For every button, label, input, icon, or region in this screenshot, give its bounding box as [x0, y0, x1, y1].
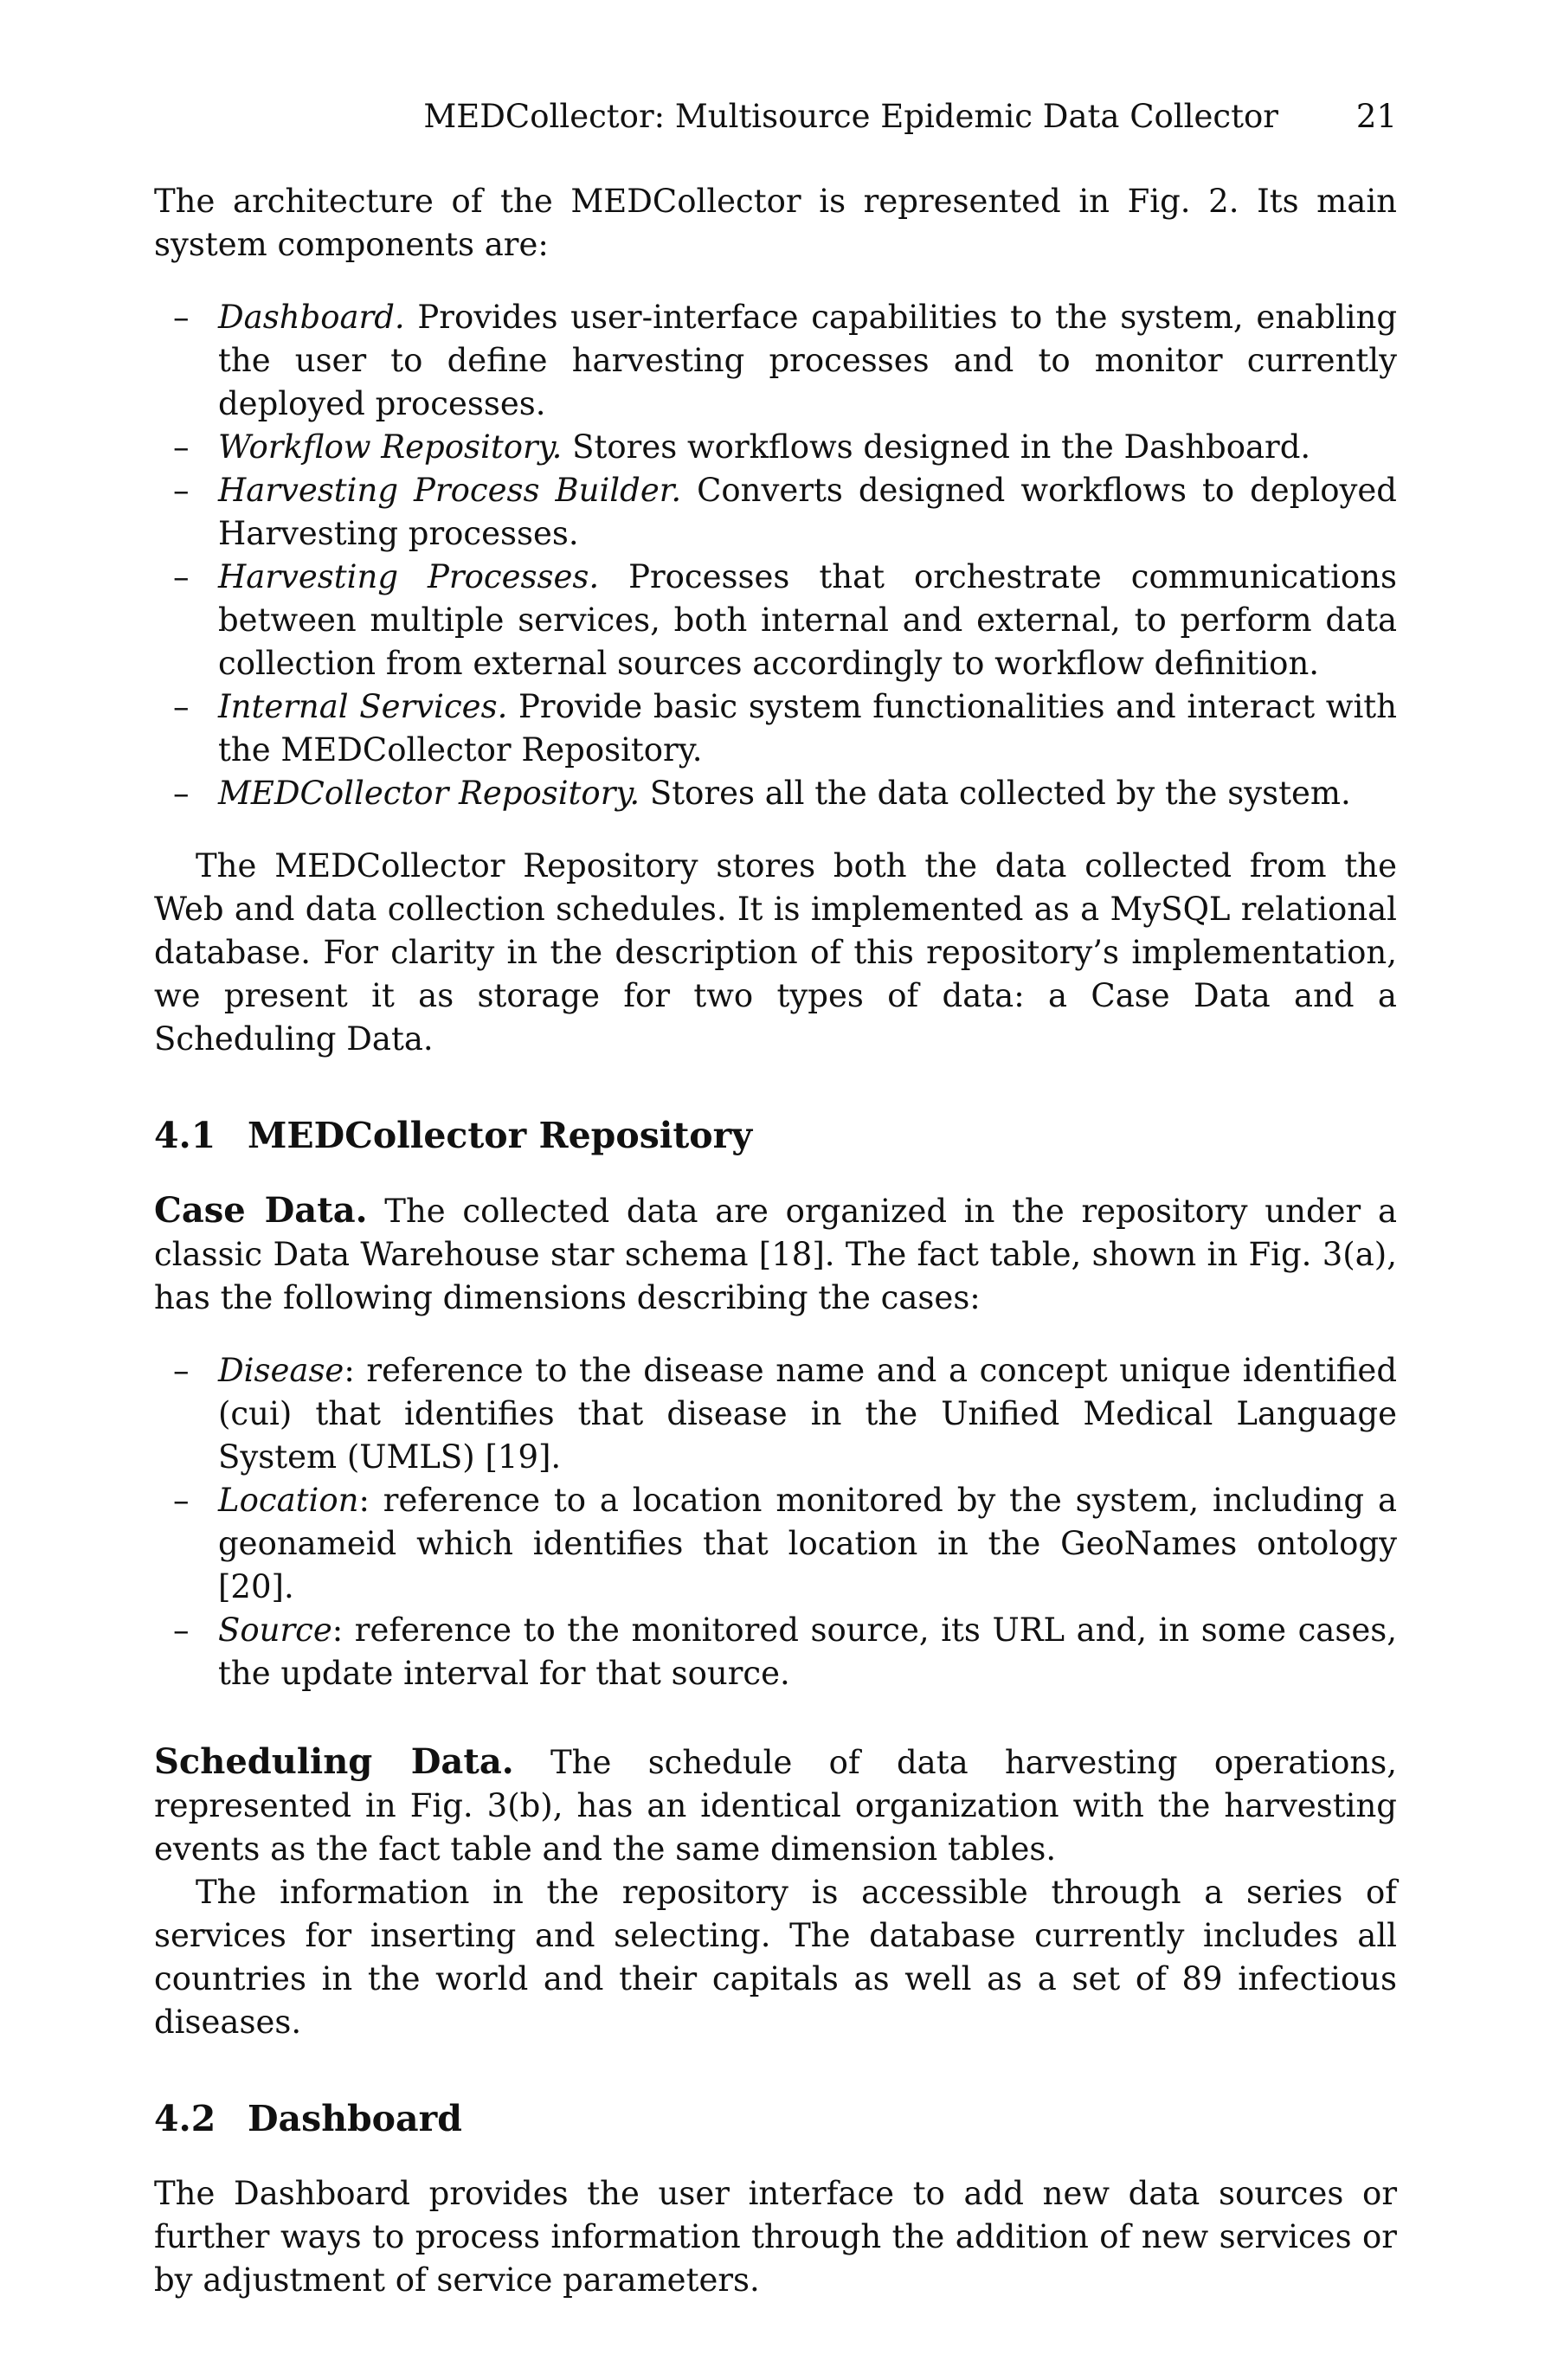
page-number: 21	[1355, 98, 1397, 135]
section-heading-4-1	[154, 1111, 1397, 1160]
components-list	[154, 296, 1397, 815]
list-item	[154, 772, 1397, 815]
section-number: 4.1	[154, 1115, 216, 1156]
section-title: MEDCollector Repository	[248, 1115, 753, 1156]
dimension-name: Location	[218, 1482, 359, 1519]
dash-bullet: –	[173, 299, 190, 336]
component-name: Internal Services.	[218, 688, 508, 725]
case-data-runin: Case Data.	[154, 1190, 368, 1231]
case-data-paragraph	[154, 1189, 1397, 1320]
dimension-desc: : reference to the disease name and a concept unique identified (cui) that identifies that disease in the Unified Medical Language System (UMLS) [19].	[218, 1352, 1397, 1476]
list-item	[154, 1479, 1397, 1609]
dash-bullet: –	[173, 472, 190, 509]
scheduling-data-runin: Scheduling Data.	[154, 1741, 514, 1782]
component-name: MEDCollector Repository.	[218, 775, 640, 812]
dimension-name: Source	[218, 1611, 332, 1649]
dimension-desc: : reference to the monitored source, its URL and, in some cases, the update interval for that source.	[218, 1611, 1397, 1692]
component-name: Harvesting Processes.	[218, 558, 600, 595]
list-item	[154, 685, 1397, 772]
section-heading-4-2	[154, 2094, 1397, 2143]
dash-bullet: –	[173, 688, 190, 725]
running-head	[154, 95, 1397, 138]
running-title: MEDCollector: Multisource Epidemic Data Collector	[423, 98, 1278, 135]
intro-paragraph: The architecture of the MEDCollector is represented in Fig. 2. Its main system components are:	[154, 183, 1397, 263]
dash-bullet: –	[173, 558, 190, 595]
scheduling-data-text: The schedule of data harvesting operations, represented in Fig. 3(b), has an identical organization with the harvesting events as the fact table and the same dimension tables.	[154, 1744, 1397, 1868]
section-number: 4.2	[154, 2098, 216, 2139]
information-paragraph: The information in the repository is accessible through a series of services for inserting and selecting. The database currently includes all countries in the world and their capitals as well as a set of 89 infectious diseases.	[154, 1874, 1397, 2041]
dashboard-paragraph: The Dashboard provides the user interface to add new data sources or further ways to process information through the addition of new services or by adjustment of service parameters.	[154, 2175, 1397, 2299]
dash-bullet: –	[173, 1611, 190, 1649]
scheduling-data-paragraph	[154, 1740, 1397, 1871]
dash-bullet: –	[173, 428, 190, 466]
dash-bullet: –	[173, 1352, 190, 1389]
dash-bullet: –	[173, 775, 190, 812]
list-item	[154, 1349, 1397, 1479]
component-desc: Stores workflows designed in the Dashboard.	[562, 428, 1311, 466]
component-desc: Stores all the data collected by the system.	[640, 775, 1351, 812]
list-item	[154, 556, 1397, 685]
list-item	[154, 469, 1397, 556]
component-name: Workflow Repository.	[218, 428, 563, 466]
list-item	[154, 1609, 1397, 1695]
case-data-text: The collected data are organized in the repository under a classic Data Warehouse star schema [18]. The fact table, shown in Fig. 3(a), has the following dimensions describing the cases:	[154, 1193, 1398, 1316]
repository-paragraph: The MEDCollector Repository stores both the data collected from the Web and data collection schedules. It is implemented as a MySQL relational database. For clarity in the description of this repository’s implementation, we present it as storage for two types of data: a Case Data and a Scheduling Data.	[154, 847, 1397, 1058]
section-title: Dashboard	[248, 2098, 462, 2139]
dash-bullet: –	[173, 1482, 190, 1519]
component-desc: Provide basic system functionalities and interact with the MEDCollector Repository.	[218, 688, 1397, 769]
component-desc: Provides user-interface capabilities to the system, enabling the user to define harvesting processes and to monitor currently deployed processes.	[218, 299, 1397, 422]
component-desc: Converts designed workflows to deployed Harvesting processes.	[218, 472, 1397, 552]
dimensions-list	[154, 1349, 1397, 1695]
component-name: Dashboard.	[218, 299, 405, 336]
component-desc: Processes that orchestrate communications between multiple services, both internal and external, to perform data collection from external sources accordingly to workflow definition.	[218, 558, 1397, 682]
dimension-name: Disease	[218, 1352, 344, 1389]
dimension-desc: : reference to a location monitored by the system, including a geonameid which identifies that location in the GeoNames ontology [20].	[218, 1482, 1397, 1605]
list-item	[154, 426, 1397, 469]
list-item	[154, 296, 1397, 426]
component-name: Harvesting Process Builder.	[218, 472, 682, 509]
